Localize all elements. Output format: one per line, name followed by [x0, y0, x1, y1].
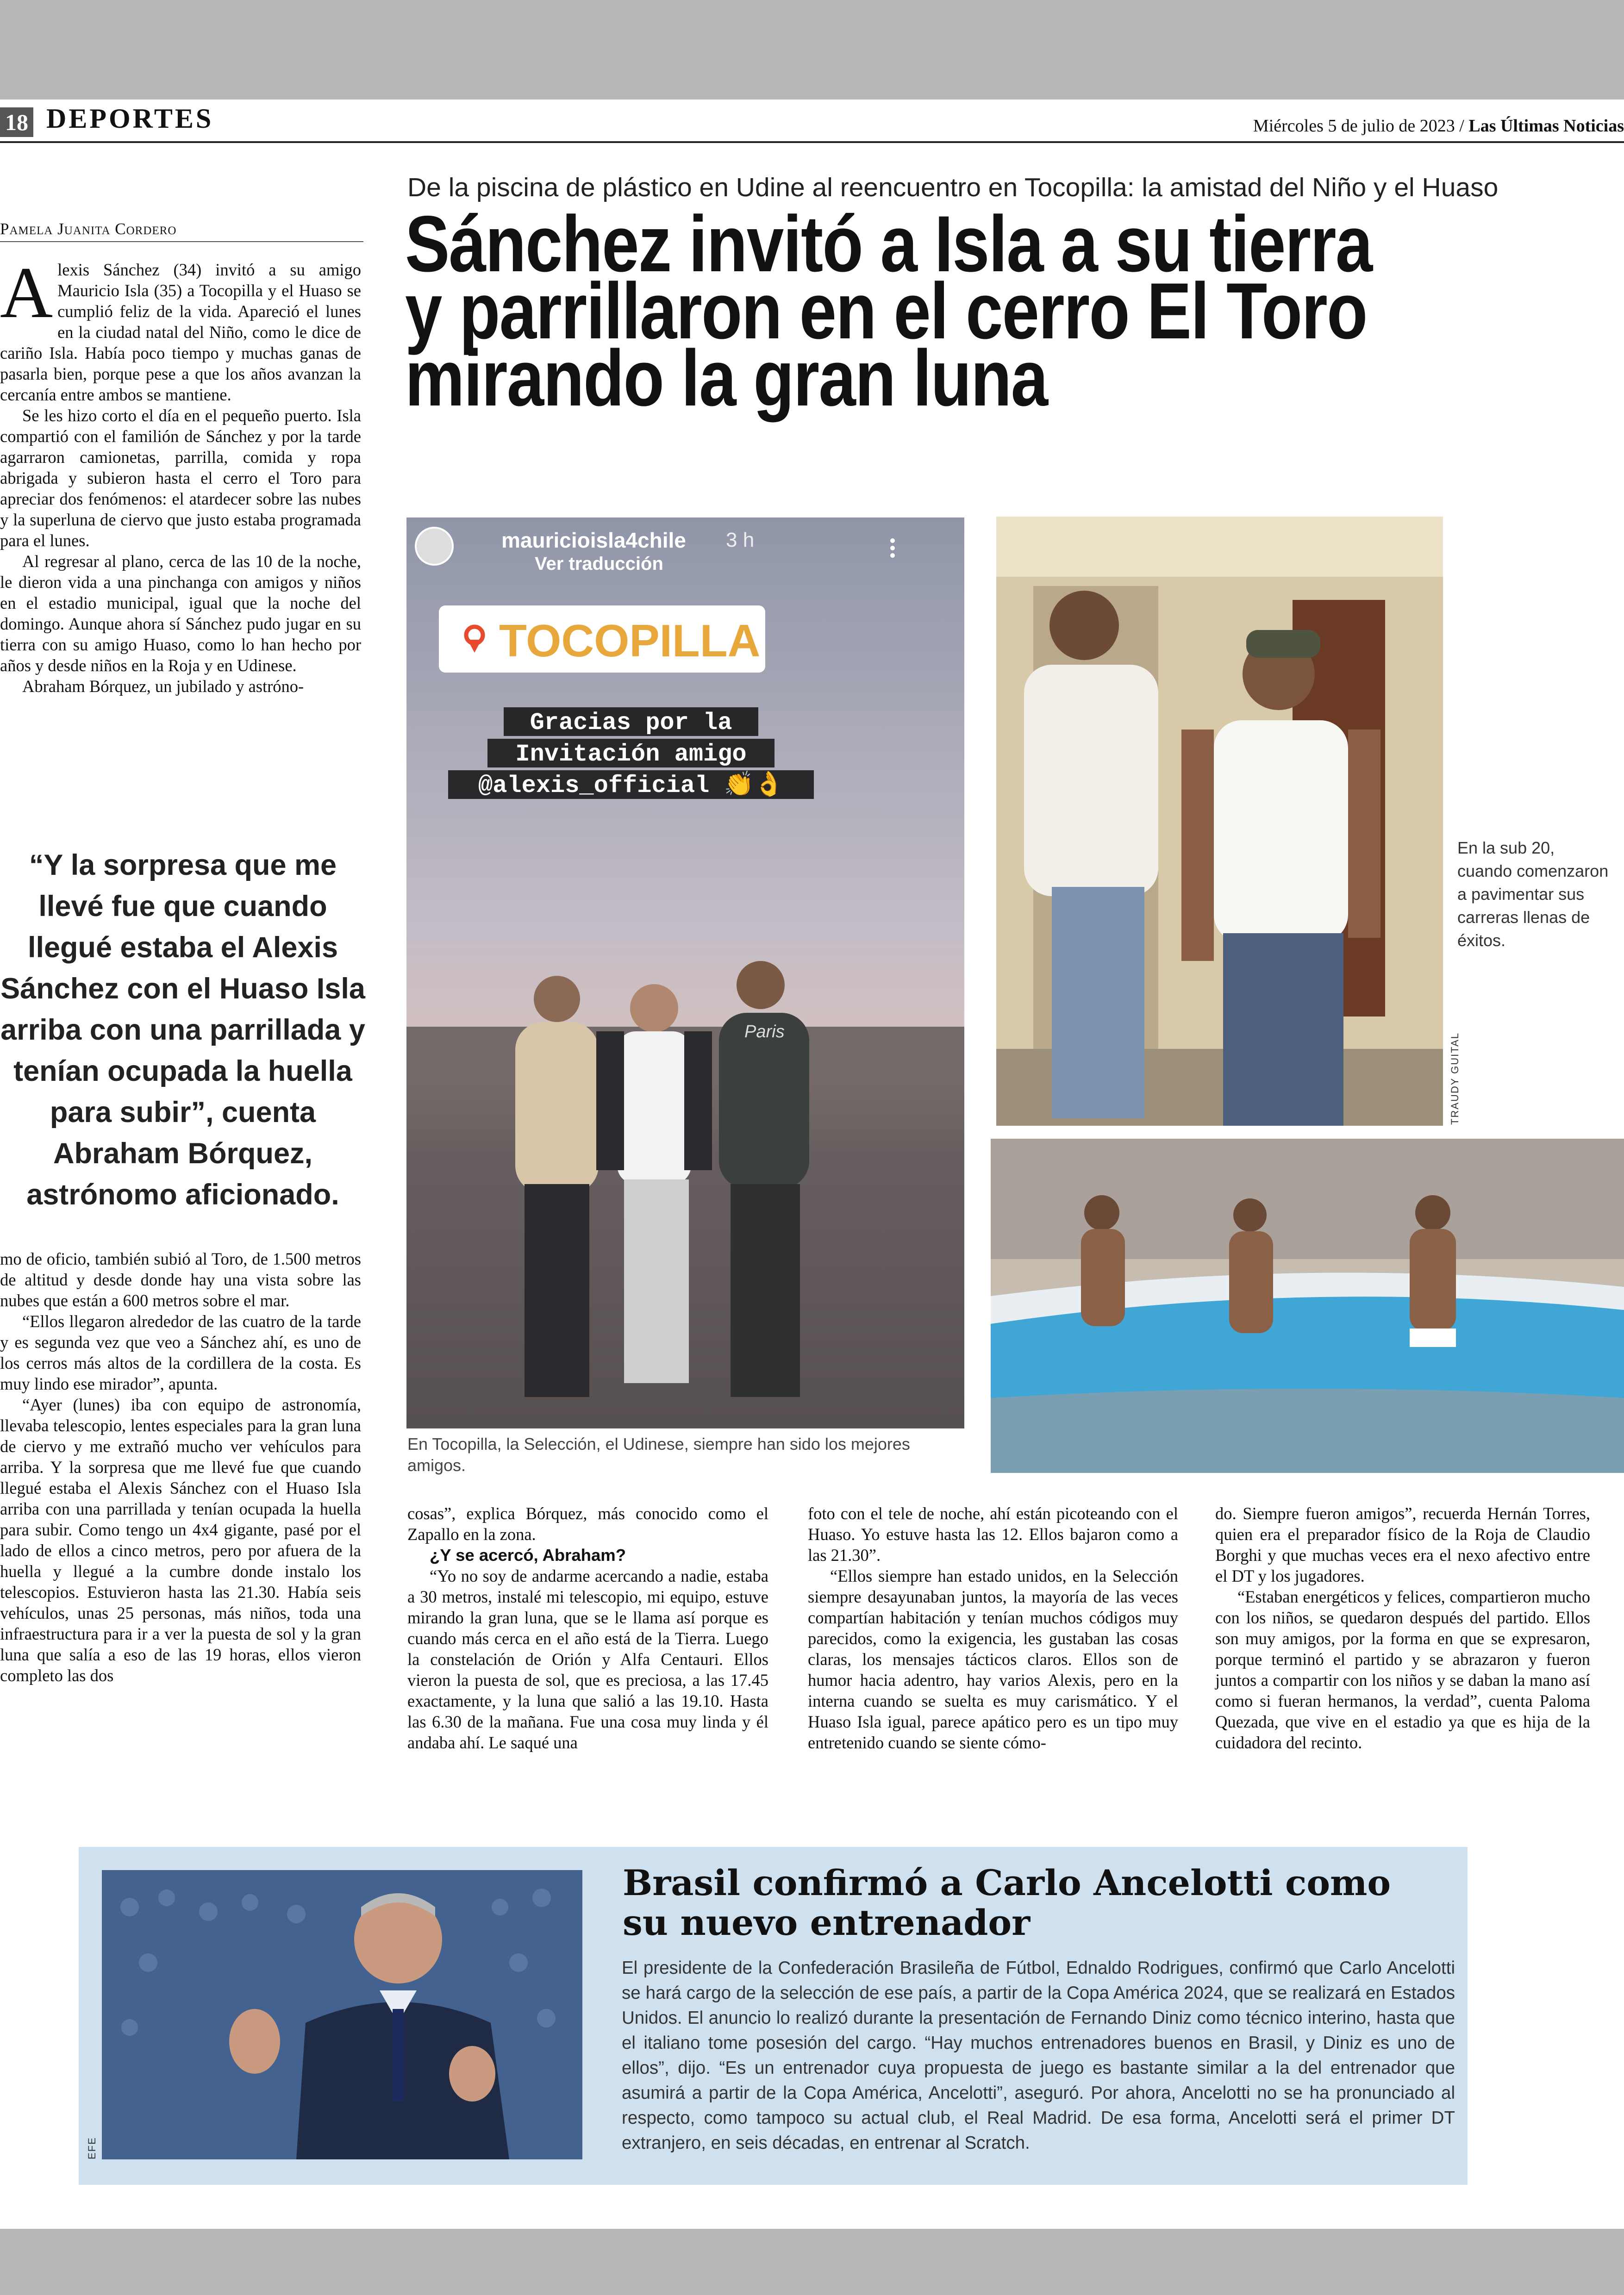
date-text: Miércoles 5 de julio de 2023 / — [1253, 116, 1464, 136]
column-3 — [808, 1503, 1178, 1753]
sub20-photo — [996, 517, 1443, 1126]
jersey-text: Paris — [744, 1022, 785, 1041]
paragraph: “Ayer (lunes) iba con equipo de astronomía, llevaba telescopio, lentes especiales para la gran luna de ciervo y me extrañó mucho ver vehículos para arriba. Y la sorpresa que me llevé fue que cuando llegué estaba el Alexis Sánchez con el Huaso Isla arriba con una parrillada y tenían ocupada la huella para subir. Como tengo un 4x4 gigante, pasé por el lado de ellos a cinco metros, pero por afuera de la huella y llegué a la cumbre donde instalo los telescopios. Estuvieron hasta las 21.30. Había seis vehículos, unas 25 personas, más niños, toda una infraestructura para ir a ver la puesta de sol y la gran luna que salía a eso de las 19 horas, ellos vieron completo las dos — [0, 1395, 361, 1685]
section-title: DEPORTES — [46, 103, 214, 134]
ancelotti-photo — [102, 1870, 582, 2159]
paragraph: “Estaban energéticos y felices, compartieron mucho con los niños, se quedaron después del partido. Ellos son muy amigos, por la forma en que se expresaron, porque terminó el partido y se abrazaron y fueron juntos a compartir con los niños y se daban la mano así como si fueran hermanos, la verdad”, cuenta Paloma Quezada, que vive en el estadio ya que es hija de la cuidadora del recinto. — [1215, 1587, 1590, 1752]
drop-cap: A — [0, 252, 53, 333]
paragraph: do. Siempre fueron amigos”, recuerda Hernán Torres, quien era el preparador físico de la Roja de Claudio Borghi y que muchas veces era el nexo afectivo entre el DT y los jugadores. — [1215, 1504, 1590, 1585]
dateline — [1253, 116, 1624, 136]
paragraph: “Ellos siempre han estado unidos, en la Selección siempre desayunaban juntos, la mayoría de las veces compartían habitación y tenían muchos códigos muy parecidos, como la exigencia, les gustaban las cosas claras, los mensajes tácticos claros. Ellos son de humor hacia adentro, hay varios Alexis, pero en la interna cuando se suelta es muy carismático. Y el Huaso Isla igual, parece apático pero es un tipo muy entretenido cuando se siente cómo- — [808, 1566, 1178, 1752]
sub20-image — [996, 517, 1443, 1126]
story-caption: En Tocopilla, la Selección, el Udinese, siempre han sido los mejores amigos. — [407, 1434, 910, 1475]
paragraph: cosas”, explica Bórquez, más conocido como el Zapallo en la zona. — [407, 1504, 768, 1544]
avatar — [416, 528, 453, 565]
story-username: mauricioisla4chile — [501, 528, 686, 552]
pull-quote: “Y la sorpresa que me llevé fue que cuando llegué estaba el Alexis Sánchez con el Huaso Isla arriba con una parrillada y tenían ocupada la huella para subir”, cuenta Abraham Bórquez, astrónomo aficionado. — [0, 849, 365, 1211]
paragraph: “Yo no soy de andarme acercando a nadie, estaba a 30 metros, instalé mi telescopio, mi equipo, estuve mirando la gran luna, que se le llama así porque es cuando más cerca en el año está de la Tierra. Luego la constelación de Orión y Alfa Centauri. Ellos vieron la puesta de sol, que es preciosa, a las 17.45 exactamente, y la luna que salió a las 19.10. Hasta las 6.30 de la mañana. Fue una cosa muy linda y él andaba ahí. Le saqué una — [407, 1566, 768, 1752]
photo-credit: TRAUDY GUITAL — [1449, 1032, 1461, 1125]
location-name[interactable]: TOCOPILLA — [499, 615, 761, 666]
paragraph: Al regresar al plano, cerca de las 10 de la noche, le dieron vida a una pinchanga con amigos y niños en el estadio municipal, igual que la noche del domingo. Aunque ahora sí Sánchez pudo jugar en su tierra con su amigo Huaso, como lo han hecho por años y desde niños en la Roja y en Udinese. — [0, 552, 361, 675]
translate-link[interactable]: Ver traducción — [535, 554, 663, 574]
column-4 — [1215, 1503, 1590, 1753]
byline: Pamela Juanita Cordero — [0, 220, 363, 242]
newspaper-name: Las Últimas Noticias — [1468, 116, 1624, 136]
paragraph: mo de oficio, también subió al Toro, de 1.500 metros de altitud y desde donde hay una vista sobre las nubes que están a 600 metros sobre el mar. — [0, 1249, 361, 1310]
top-margin — [0, 0, 1624, 100]
ancelotti-image — [102, 1870, 582, 2159]
story-time: 3 h — [726, 529, 755, 551]
sidebar-photo-credit: EFE — [86, 2137, 98, 2159]
instagram-story-photo — [406, 518, 964, 1428]
boy-right — [1410, 1195, 1456, 1347]
paragraph: foto con el tele de noche, ahí están picoteando con el Huaso. Yo estuve hasta las 12. Ellos bajaron como a las 21.30”. — [808, 1504, 1178, 1565]
person-left — [515, 976, 599, 1397]
sidebar-title: Brasil confirmó a Carlo Ancelotti como su nuevo entrenador — [623, 1862, 1391, 1943]
page-number: 18 — [0, 107, 33, 137]
story-text: Gracias por la Invitación amigo @alexis_official 👏👌 — [478, 709, 784, 799]
paragraph: Alexis Sánchez (34) invitó a su amigo Mauricio Isla (35) a Tocopilla y el Huaso se cumplió feliz de la vida. Apareció el lunes en la ciudad natal del Niño, como le dice de cariño Isla. Había poco tiempo y muchas ganas de pasarla bien, porque pese a que los años avanzan la cercanía entre ambos se mantiene. — [0, 252, 361, 404]
column-1-bottom — [0, 1248, 361, 1686]
pool-photo — [991, 1139, 1624, 1473]
sidebar-body — [622, 1956, 1455, 2156]
kicker: De la piscina de plástico en Udine al reencuentro en Tocopilla: la amistad del Niño y el Huaso — [407, 173, 1499, 202]
column-2 — [407, 1503, 768, 1753]
headline: Sánchez invitó a Isla a su tierra y parrillaron en el cerro El Toro mirando la gran luna — [405, 200, 1372, 423]
paragraph: Abraham Bórquez, un jubilado y astróno- — [22, 677, 304, 696]
subheading: ¿Y se acercó, Abraham? — [430, 1546, 626, 1565]
pool-image — [991, 1139, 1624, 1473]
paragraph: El presidente de la Confederación Brasileña de Fútbol, Ednaldo Rodrigues, confirmó que Carlo Ancelotti se hará cargo de la selección de ese país, a partir de la Copa América 2024, que se realizará en Estados Unidos. El anuncio lo realizó durante la presentación de Fernando Diniz como técnico interino, hasta que el italiano tome posesión del cargo. “Hay muchos entrenadores buenos en Brasil, y Diniz es uno de ellos”, dijo. “Es un entrenador cuya propuesta de juego es bastante similar a la del entrenador que asumirá a partir de la Copa América, Ancelotti”, aseguró. Por ahora, Ancelotti no se ha pronunciado al respecto, como tampoco su actual club, el Real Madrid. De esa forma, Ancelotti será el primer DT extranjero, en seis décadas, en entrenar al Scratch. — [622, 1958, 1455, 2153]
boy-left — [1081, 1195, 1125, 1326]
bottom-margin — [0, 2229, 1624, 2295]
sub20-caption: En la sub 20, cuando comenzaron a pavimentar sus carreras llenas de éxitos. — [1457, 838, 1609, 950]
paragraph: Se les hizo corto el día en el pequeño puerto. Isla compartió con el familión de Sánchez y por la tarde agarraron camionetas, parrilla, comida y ropa abrigada y subieron hasta el cerro el Toro para apreciar dos fenómenos: el atardecer sobre las nubes y la superluna de ciervo que justo estaba programada para el lunes. — [0, 406, 361, 550]
column-1-top — [0, 252, 361, 697]
paragraph: “Ellos llegaron alrededor de las cuatro de la tarde y es segunda vez que veo a Sánchez ahí, es uno de los cerros más altos de la cordillera de la costa. Es muy lindo ese mirador”, apunta. — [0, 1312, 361, 1393]
